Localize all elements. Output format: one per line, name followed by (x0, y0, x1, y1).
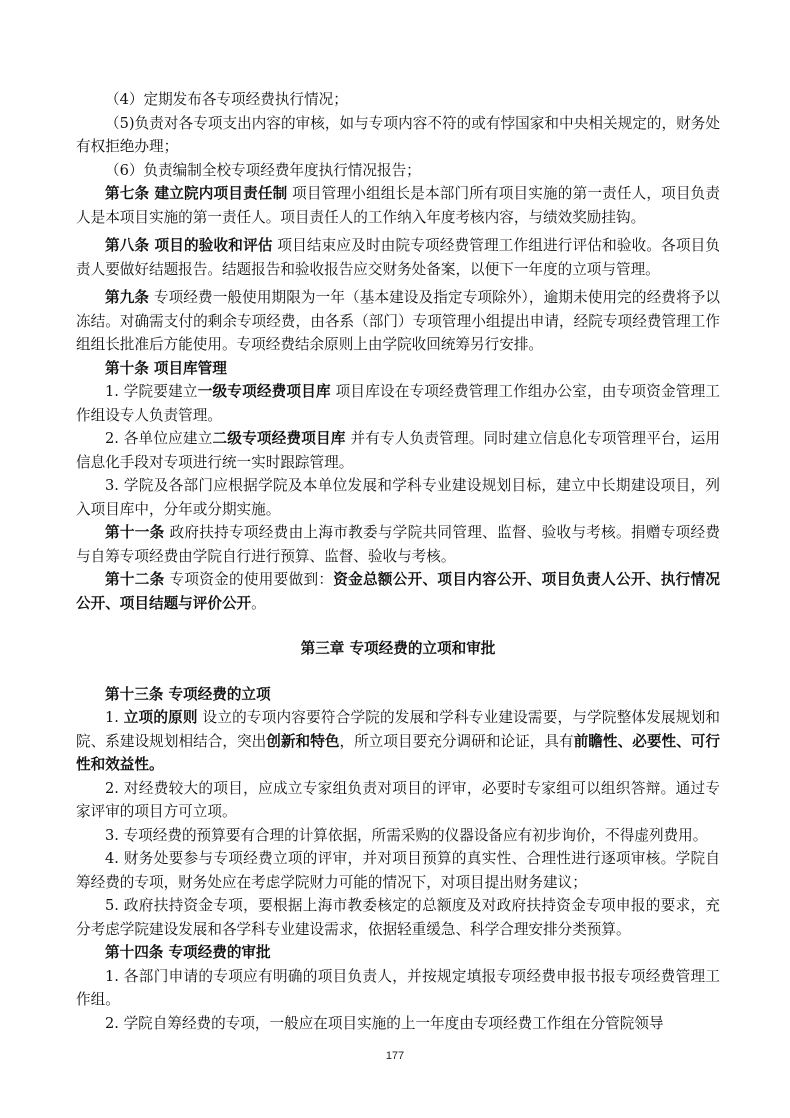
bold-text: 立项的原则 (123, 709, 198, 726)
text: 4. 财务处要参与专项经费立项的评审，并对项目预算的真实性、合理性进行逐项审核。学院自筹经费的专项，财务处应在考虑学院财力可能的情况下，对项目提出财务建议； (76, 850, 720, 891)
article-14-item-1 (76, 965, 720, 1012)
article-title: 第九条 (105, 289, 150, 306)
document-body (76, 88, 720, 1035)
bold-text: 创新和特色 (266, 732, 340, 750)
article-13-item-3 (76, 824, 720, 848)
article-title: 第八条 项目的验收和评估 (105, 237, 273, 254)
article-title: 第十四条 专项经费的审批 (105, 944, 271, 961)
text: 项目库设在专项经费管理工作组办公室，由专项资金管理工作组设专人负责管理。 (76, 383, 720, 424)
article-13-title (76, 683, 720, 707)
bold-text: 资金总额公开、项目内容公开、项目负责人公开、执行情况公开、项目结题与评价公开 (76, 571, 720, 612)
article-title: 第七条 建立院内项目责任制 (105, 185, 288, 202)
article-8 (76, 234, 720, 281)
article-title: 第十条 项目库管理 (105, 359, 227, 377)
text: （5)负责对各专项支出内容的审核，如与专项内容不符的或有悖国家和中央相关规定的，财务处有权拒绝办理； (76, 114, 720, 155)
bold-text: 二级专项经费项目库 (212, 430, 346, 447)
article-10-item-2 (76, 427, 720, 474)
paragraph-item-6 (76, 159, 720, 183)
paragraph-item-5 (76, 112, 720, 159)
article-13-item-5 (76, 894, 720, 941)
page-number: 177 (385, 1050, 405, 1062)
article-11 (76, 521, 720, 568)
article-text: 政府扶持专项经费由上海市教委与学院共同管理、监督、验收与考核。捐赠专项经费与自筹专项经费由学院自行进行预算、监督、验收与考核。 (76, 524, 720, 565)
text: 并有专人负责管理。同时建立信息化专项管理平台，运用信息化手段对专项进行统一实时跟踪管理。 (76, 430, 720, 471)
text: 1. (105, 709, 124, 726)
article-title: 第十一条 (105, 524, 165, 541)
bold-text: 一级专项经费项目库 (197, 383, 331, 400)
text: 3. 专项经费的预算要有合理的计算依据，所需采购的仪器设备应有初步询价，不得虚列费用。 (105, 826, 708, 844)
text: 3. 学院及各部门应根据学院及本单位发展和学科专业建设规划目标，建立中长期建设项目，列入项目库中，分年或分期实施。 (76, 477, 720, 518)
article-13-item-2 (76, 777, 720, 824)
text: 5. 政府扶持资金专项，要根据上海市教委核定的总额度及对政府扶持资金专项申报的要求，充分考虑学院建设发展和各学科专业建设需求，依据轻重缓急、科学合理安排分类预算。 (76, 897, 720, 938)
article-title: 第十二条 (105, 571, 165, 588)
text: 2. 对经费较大的项目，应成立专家组负责对项目的评审，必要时专家组可以组织答辩。通过专家评审的项目方可立项。 (76, 779, 720, 820)
article-title: 第十三条 专项经费的立项 (105, 685, 271, 703)
article-text: 专项资金的使用要做到： (164, 571, 334, 588)
text: 。 (251, 594, 266, 612)
text: （4）定期发布各专项经费执行情况； (105, 91, 348, 108)
article-10-item-3 (76, 474, 720, 521)
paragraph-item-4 (76, 88, 720, 112)
text: 设立的专项内容要符合学院的发展和学科专业建设需要，与学院整体发展规划和院、系建设规划相结合，突出 (76, 709, 720, 750)
article-9 (76, 286, 720, 357)
article-10-item-1 (76, 380, 720, 427)
article-12 (76, 568, 720, 615)
text: 1. 各部门申请的专项应有明确的项目负责人，并按规定填报专项经费申报书报专项经费管理工作组。 (76, 967, 720, 1008)
article-14-title (76, 941, 720, 965)
article-text: 专项经费一般使用期限为一年（基本建设及指定专项除外），逾期未使用完的经费将予以冻结。对确需支付的剩余专项经费，由各系（部门）专项管理小组提出申请，经院专项经费管理工作组组长批准后方能使用。专项经费结余原则上由学院收回统筹另行安排。 (76, 289, 720, 353)
text: 2. 学院自筹经费的专项，一般应在项目实施的上一年度由专项经费工作组在分管院领导 (105, 1014, 664, 1032)
article-14-item-2 (76, 1012, 720, 1036)
chapter-heading: 第三章 专项经费的立项和审批 (300, 640, 496, 657)
text: 1. 学院要建立 (105, 383, 198, 400)
text: 2. 各单位应建立 (105, 430, 213, 447)
bold-text: 前瞻性、必要性、可行性和效益性。 (76, 732, 720, 773)
article-13-item-1 (76, 706, 720, 777)
text: ，所立项目要充分调研和论证，具有 (339, 732, 574, 750)
text: （6）负责编制全校专项经费年度执行情况报告； (105, 161, 421, 179)
article-7 (76, 182, 720, 229)
article-text: 项目结束应及时由院专项经费管理工作组进行评估和验收。各项目负责人要做好结题报告。结题报告和验收报告应交财务处备案，以便下一年度的立项与管理。 (76, 237, 720, 278)
article-10-title (76, 357, 720, 381)
article-13-item-4 (76, 847, 720, 894)
article-text: 项目管理小组组长是本部门所有项目实施的第一责任人，项目负责人是本项目实施的第一责任人。项目责任人的工作纳入年度考核内容，与绩效奖励挂钩。 (76, 185, 720, 226)
